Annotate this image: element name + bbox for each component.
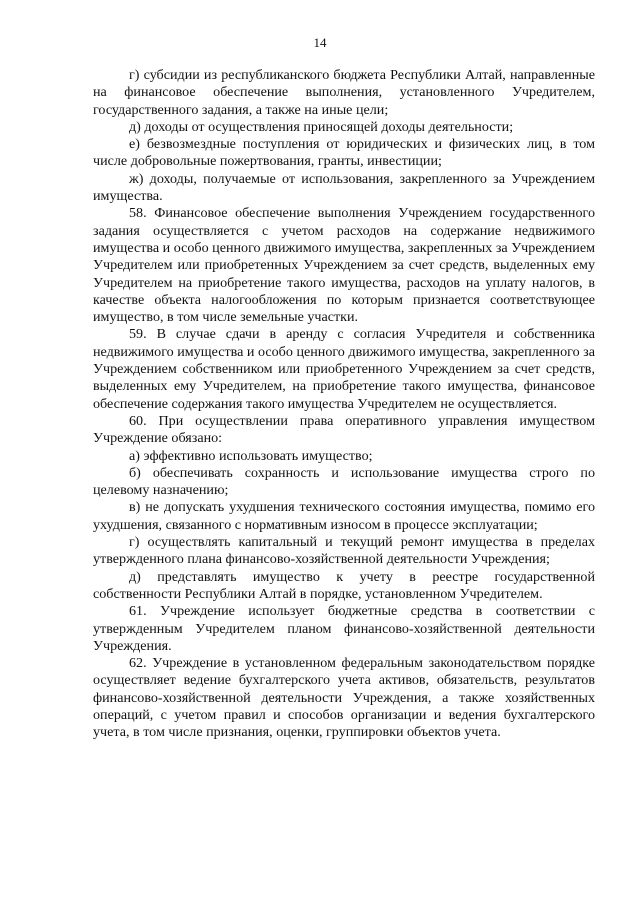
paragraph-62: 62. Учреждение в установленном федеральным законодательством порядке осуществляет ведение бухгалтерского учета активов, обязательств, результатов финансово-хозяйственной деятельности Учреждения, а также хозяйственных операций, с учетом правил и способов организации и ведения бухгалтерского учета, в том числе признания, оценки, группировки объектов учета. [93,655,595,741]
paragraph-60-d: д) представлять имущество к учету в реестре государственной собственности Республики Алтай в порядке, установленном Учредителем. [93,568,595,602]
paragraph-58: 58. Финансовое обеспечение выполнения Учреждением государственного задания осуществляется с учетом расходов на содержание недвижимого имущества и особо ценного движимого имущества, закрепленных за Учреждением Учредителем или приобретенных Учреждением за счет средств, выделенных ему Учредителем на приобретение такого имущества, расходов на уплату налогов, в качестве объекта налогообложения по которым признается соответствующее имущество, в том числе земельные участки. [93,205,595,326]
paragraph-60-a: а) эффективно использовать имущество; [129,447,373,464]
paragraph-61: 61. Учреждение использует бюджетные средства в соответствии с утвержденным Учредителем планом финансово-хозяйственной деятельности Учреждения. [93,603,595,654]
page-number: 14 [313,35,327,50]
paragraph-60: 60. При осуществлении права оперативного управления имуществом Учреждение обязано: [93,412,595,447]
paragraph-59: 59. В случае сдачи в аренду с согласия Учредителя и собственника недвижимого имущества и особо ценного движимого имущества, закрепленного за Учреждением собственником или приобретенного Учреждением за счет средств, выделенных ему Учредителем, на приобретение такого имущества, финансовое обеспечение содержания такого имущества Учредителем не осуществляется. [93,326,595,412]
document-body [93,67,595,742]
paragraph-60-v: в) не допускать ухудшения технического состояния имущества, помимо его ухудшения, связанного с нормативным износом в процессе эксплуатации; [93,499,595,533]
paragraph-property-income: ж) доходы, получаемые от использования, закрепленного за Учреждением имущества. [93,170,595,205]
paragraph-subsidies: г) субсидии из республиканского бюджета Республики Алтай, направленные на финансовое обеспечение выполнения, установленного Учредителем, государственного задания, а также на иные цели; [93,67,595,118]
paragraph-income-activity: д) доходы от осуществления приносящей доходы деятельности; [129,118,514,135]
paragraph-donations: е) безвозмездные поступления от юридических и физических лиц, в том числе добровольные пожертвования, гранты, инвестиции; [93,136,595,170]
paragraph-60-b: б) обеспечивать сохранность и использование имущества строго по целевому назначению; [93,464,595,499]
paragraph-60-g: г) осуществлять капитальный и текущий ремонт имущества в пределах утвержденного плана финансово-хозяйственной деятельности Учреждения; [93,534,595,568]
